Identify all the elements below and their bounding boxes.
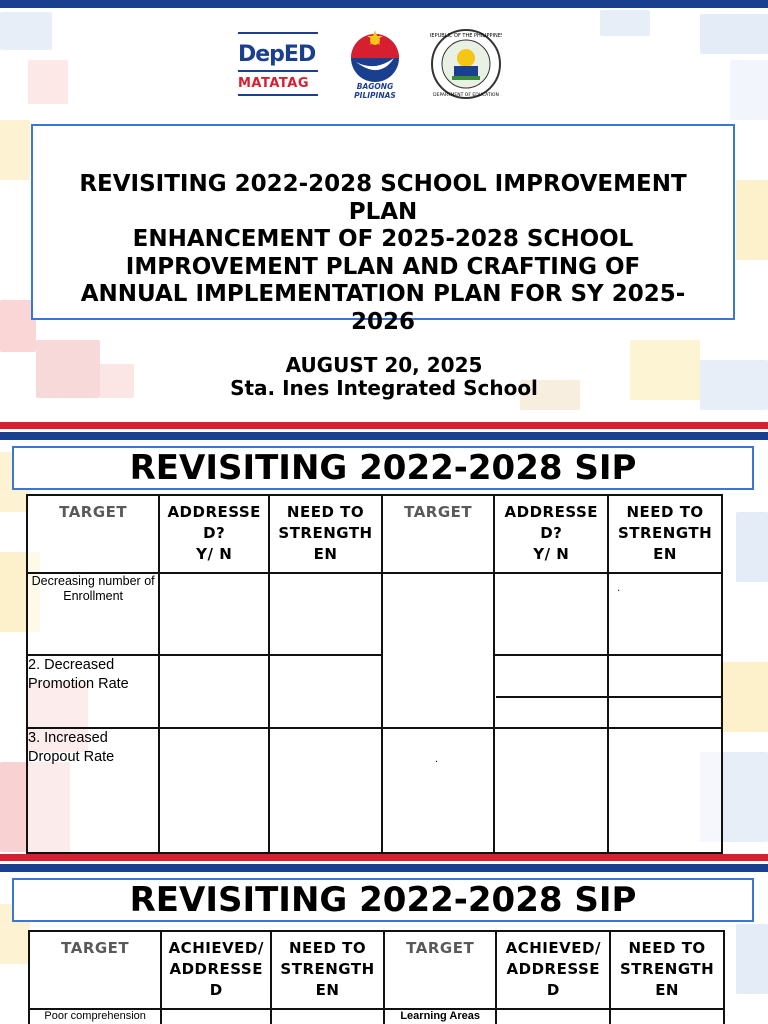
table-row xyxy=(27,573,722,655)
empty-cell xyxy=(494,573,608,655)
header-achieved: ACHIEVED/ ADDRESSE D xyxy=(161,931,271,1009)
table-row xyxy=(27,728,722,853)
mark-cell: . xyxy=(382,728,494,853)
header-need: NEED TO STRENGTH EN xyxy=(610,931,724,1009)
header-need: NEED TO STRENGTH EN xyxy=(608,495,722,573)
header-need: NEED TO STRENGTH EN xyxy=(271,931,384,1009)
divider-red xyxy=(0,422,768,429)
section-title: REVISITING 2022-2028 SIP xyxy=(12,878,754,922)
empty-cell xyxy=(608,728,722,853)
header-need: NEED TO STRENGTH EN xyxy=(269,495,382,573)
top-band xyxy=(0,0,768,8)
header-target: TARGET xyxy=(29,931,161,1009)
table-header-row xyxy=(27,495,722,573)
target-cell: Learning Areas xyxy=(384,1009,496,1024)
empty-cell xyxy=(269,573,382,655)
target-cell: Poor comprehension xyxy=(29,1009,161,1024)
empty-cell xyxy=(159,655,269,728)
empty-cell xyxy=(271,1009,384,1024)
empty-cell xyxy=(610,1009,724,1024)
table-row xyxy=(27,655,722,728)
header-achieved: ACHIEVED/ ADDRESSE D xyxy=(496,931,610,1009)
event-date: AUGUST 20, 2025 xyxy=(285,353,483,377)
date-and-school xyxy=(0,354,768,400)
empty-cell xyxy=(269,655,382,728)
bagong-pilipinas-logo: BAGONG PILIPINAS xyxy=(336,28,414,100)
logo-row xyxy=(236,28,502,100)
empty-cell xyxy=(159,728,269,853)
header-addressed: ADDRESSE D? Y/ N xyxy=(494,495,608,573)
target-cell: Decreasing number of Enrollment xyxy=(27,573,159,655)
target-cell: 2. Decreased Promotion Rate xyxy=(27,655,159,728)
sip-slide-1 xyxy=(0,432,768,864)
empty-cell xyxy=(496,1009,610,1024)
empty-cell xyxy=(608,655,722,728)
cell-divider xyxy=(496,696,723,698)
deped-seal xyxy=(430,28,502,100)
empty-cell xyxy=(161,1009,271,1024)
header-target: TARGET xyxy=(382,495,494,573)
svg-text:REPUBLIC OF THE PHILIPPINES: REPUBLIC OF THE PHILIPPINES xyxy=(430,33,502,39)
sip-table xyxy=(26,494,723,854)
empty-cell xyxy=(494,728,608,853)
section-title: REVISITING 2022-2028 SIP xyxy=(12,446,754,490)
table-header-row xyxy=(29,931,724,1009)
sip-slide-2 xyxy=(0,864,768,1024)
empty-cell xyxy=(494,655,608,728)
header-addressed: ADDRESSE D? Y/ N xyxy=(159,495,269,573)
empty-cell xyxy=(382,573,494,728)
header-target: TARGET xyxy=(27,495,159,573)
slide-title: REVISITING 2022-2028 SCHOOL IMPROVEMENT PLAN ENHANCEMENT OF 2025-2028 SCHOOL IMPROVEMENT PLAN AND CRAFTING OF ANNUAL IMPLEMENTATION PLAN FOR SY 2025- 2026 xyxy=(79,171,687,335)
empty-cell xyxy=(269,728,382,853)
deped-matatag-logo: DepED MATATAG xyxy=(236,28,320,100)
mark-cell: . xyxy=(608,573,722,655)
table-row xyxy=(29,1009,724,1024)
title-slide xyxy=(0,0,768,432)
school-name: Sta. Ines Integrated School xyxy=(230,376,538,400)
header-target: TARGET xyxy=(384,931,496,1009)
empty-cell xyxy=(159,573,269,655)
sip-table xyxy=(28,930,725,1024)
target-cell: 3. Increased Dropout Rate xyxy=(27,728,159,853)
svg-text:DEPARTMENT OF EDUCATION: DEPARTMENT OF EDUCATION xyxy=(433,93,499,98)
